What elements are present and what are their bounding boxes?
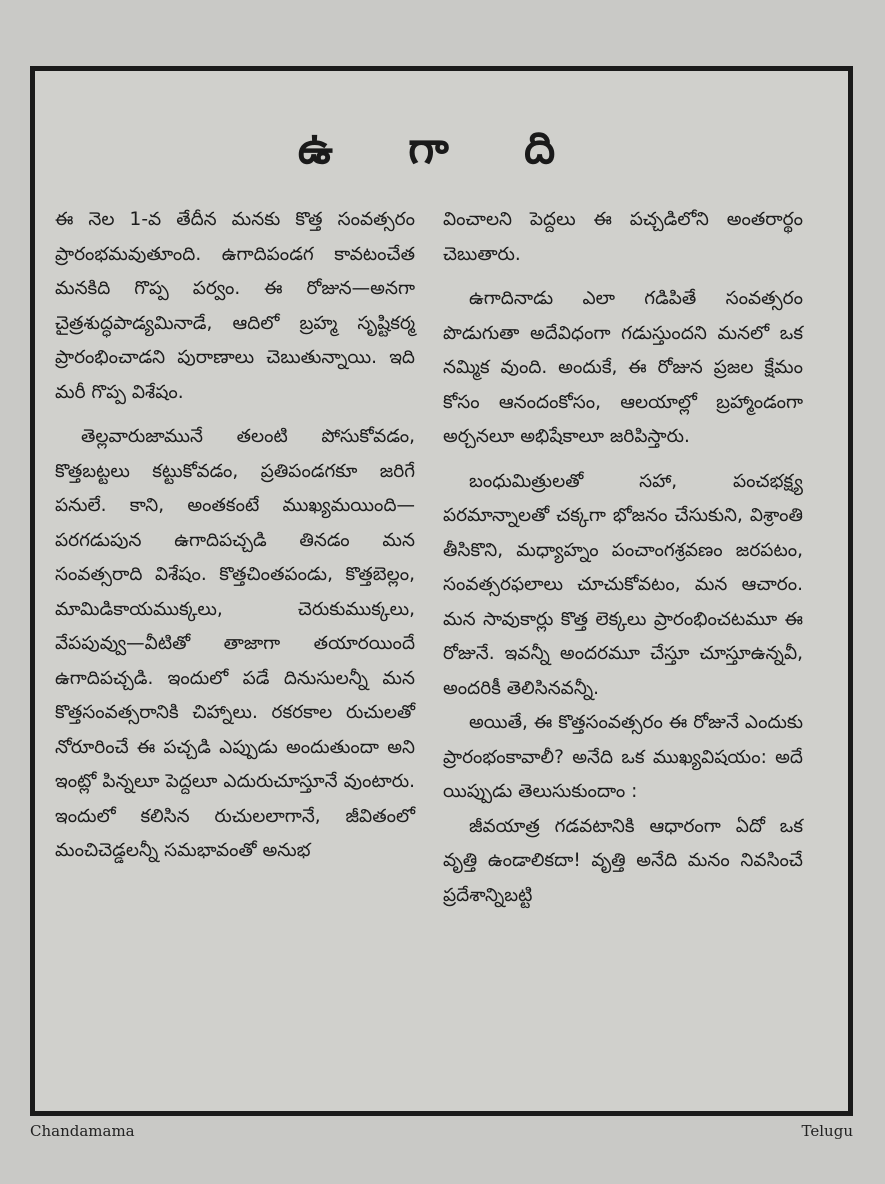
article-frame <box>30 66 853 1116</box>
footer-language: Telugu <box>801 1122 853 1140</box>
paragraph: ఉగాదినాడు ఎలా గడిపితే సంవత్సరం పొడుగుతా అదేవిధంగా గడుస్తుందని మనలో ఒక నమ్మిక వుంది. అందుకే, ఈ రోజున ప్రజల క్షేమం కోసం ఆనందంకోసం, ఆలయాల్లో బ్రహ్మాండంగా అర్చనలూ అభిషేకాలూ జరిపిస్తారు. <box>443 288 803 447</box>
paragraph: వించాలని పెద్దలు ఈ పచ్చడిలోని అంతరార్థం చెబుతారు. <box>443 209 803 265</box>
footer-publication: Chandamama <box>30 1122 135 1140</box>
paragraph: జీవయాత్ర గడవటానికి ఆధారంగా ఏదో ఒక వృత్తి ఉండాలికదా! వృత్తి అనేది మనం నివసించే ప్రదేశాన్నిబట్టి <box>443 815 803 906</box>
paragraph: బంధుమిత్రులతో సహా, పంచభక్ష్య పరమాన్నాలతో చక్కగా భోజనం చేసుకుని, విశ్రాంతి తీసికొని, మధ్యాహ్నం పంచాంగశ్రవణం జరపటం, సంవత్సరఫలాలు చూచుకోవటం, మన ఆచారం. మన సావుకార్లు కొత్త లెక్కలు ప్రారంభించటమూ ఈ రోజునే. ఇవన్నీ అందరమూ చేస్తూ చూస్తూఉన్నవీ, అందరికీ తెలిసినవన్నీ. <box>443 470 803 699</box>
article-title: ఉ గా ది <box>297 123 586 174</box>
right-column <box>443 203 803 913</box>
paragraph: తెల్లవారుజామునే తలంటి పోసుకోవడం, కొత్తబట్టలు కట్టుకోవడం, ప్రతిపండగకూ జరిగే పనులే. కాని, అంతకంటే ముఖ్యమయింది—పరగడుపున ఉగాదిపచ్చడి తినడం మన సంవత్సరాది విశేషం. కొత్తచింతపండు, కొత్తబెల్లం, మామిడికాయముక్కలు, చెరుకుముక్కలు, వేపపువ్వు—వీటితో తాజాగా తయారయిందే ఉగాదిపచ్చడి. ఇందులో పడే దినుసులన్నీ మన కొత్తసంవత్సరానికి చిహ్నాలు. రకరకాల రుచులతో నోరూరించే ఈ పచ్చడి ఎప్పుడు అందుతుందా అని ఇంట్లో పిన్నలూ పెద్దలూ ఎదురుచూస్తూనే వుంటారు. ఇందులో కలిసిన రుచులలాగానే, జీవితంలో మంచిచెడ్డలన్నీ సమభావంతో అనుభ <box>55 426 415 861</box>
left-column <box>55 203 415 869</box>
paragraph: అయితే, ఈ కొత్తసంవత్సరం ఈ రోజునే ఎందుకు ప్రారంభంకావాలీ? అనేది ఒక ముఖ్యవిషయం: అదే యిప్పుడు తెలుసుకుందాం : <box>443 712 803 802</box>
paragraph: ఈ నెల 1-వ తేదీన మనకు కొత్త సంవత్సరం ప్రారంభమవుతూంది. ఉగాదిపండగ కావటంచేత మనకిది గొప్ప పర్వం. ఈ రోజున—అనగా చైత్రశుద్ధపాడ్యమినాడే, ఆదిలో బ్రహ్మ సృష్టికర్మ ప్రారంభించాడని పురాణాలు చెబుతున్నాయి. ఇది మరీ గొప్ప విశేషం. <box>55 209 415 403</box>
